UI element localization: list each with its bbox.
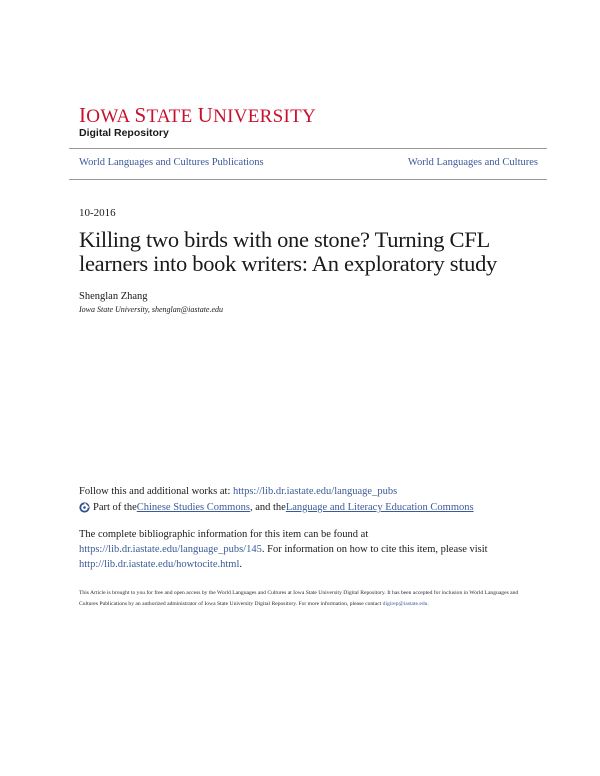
author-affiliation: Iowa State University, shenglan@iastate.edu xyxy=(79,305,224,314)
university-logo[interactable] xyxy=(79,103,317,139)
item-link[interactable]: https://lib.dr.iastate.edu/language_pubs/145 xyxy=(79,544,262,555)
contact-email-link[interactable]: digirep@iastate.edu xyxy=(382,601,428,607)
logo-repository-label: Digital Repository xyxy=(79,127,169,139)
chinese-studies-commons-link[interactable]: Chinese Studies Commons xyxy=(136,502,250,513)
logo-wordmark: IOWA STATE UNIVERSITY xyxy=(79,103,317,127)
author-email: shenglan@iastate.edu xyxy=(151,305,224,314)
article-title: Killing two birds with one stone? Turning CFL learners into book writers: An exploratory study xyxy=(79,227,498,276)
part-of-line: Part of the Chinese Studies Commons , and the Language and Literacy Education Commons xyxy=(79,502,474,513)
how-to-cite-link[interactable]: http://lib.dr.iastate.edu/howtocite.html xyxy=(79,559,240,570)
open-access-icon xyxy=(79,502,90,513)
collection-link[interactable]: https://lib.dr.iastate.edu/language_pubs xyxy=(233,486,398,497)
follow-line: Follow this and additional works at: https://lib.dr.iastate.edu/language_pubs xyxy=(79,486,398,497)
bibliographic-info: The complete bibliographic information for this item can be found at https://lib.dr.iastate.edu/language_pubs/145. For information on how to cite this item, please visit http://lib.dr.iastate.edu/howtocite.html. xyxy=(79,529,488,570)
language-literacy-commons-link[interactable]: Language and Literacy Education Commons xyxy=(285,502,474,513)
access-notice: This Article is brought to you for free and open access by the World Languages and Cultures at Iowa State University Digital Repository. It has been accepted for inclusion in World Languages and Cultures Publications by an authorized administrator of Iowa State University Digital Repository. For more information, please contact digirep@iastate.edu. xyxy=(79,590,519,607)
divider-bottom xyxy=(69,179,547,180)
nav-link-publications[interactable]: World Languages and Cultures Publications xyxy=(79,157,264,168)
nav-link-department[interactable]: World Languages and Cultures xyxy=(407,157,538,168)
divider-top xyxy=(69,148,547,149)
publication-date: 10-2016 xyxy=(79,207,116,219)
author-name: Shenglan Zhang xyxy=(79,291,148,302)
